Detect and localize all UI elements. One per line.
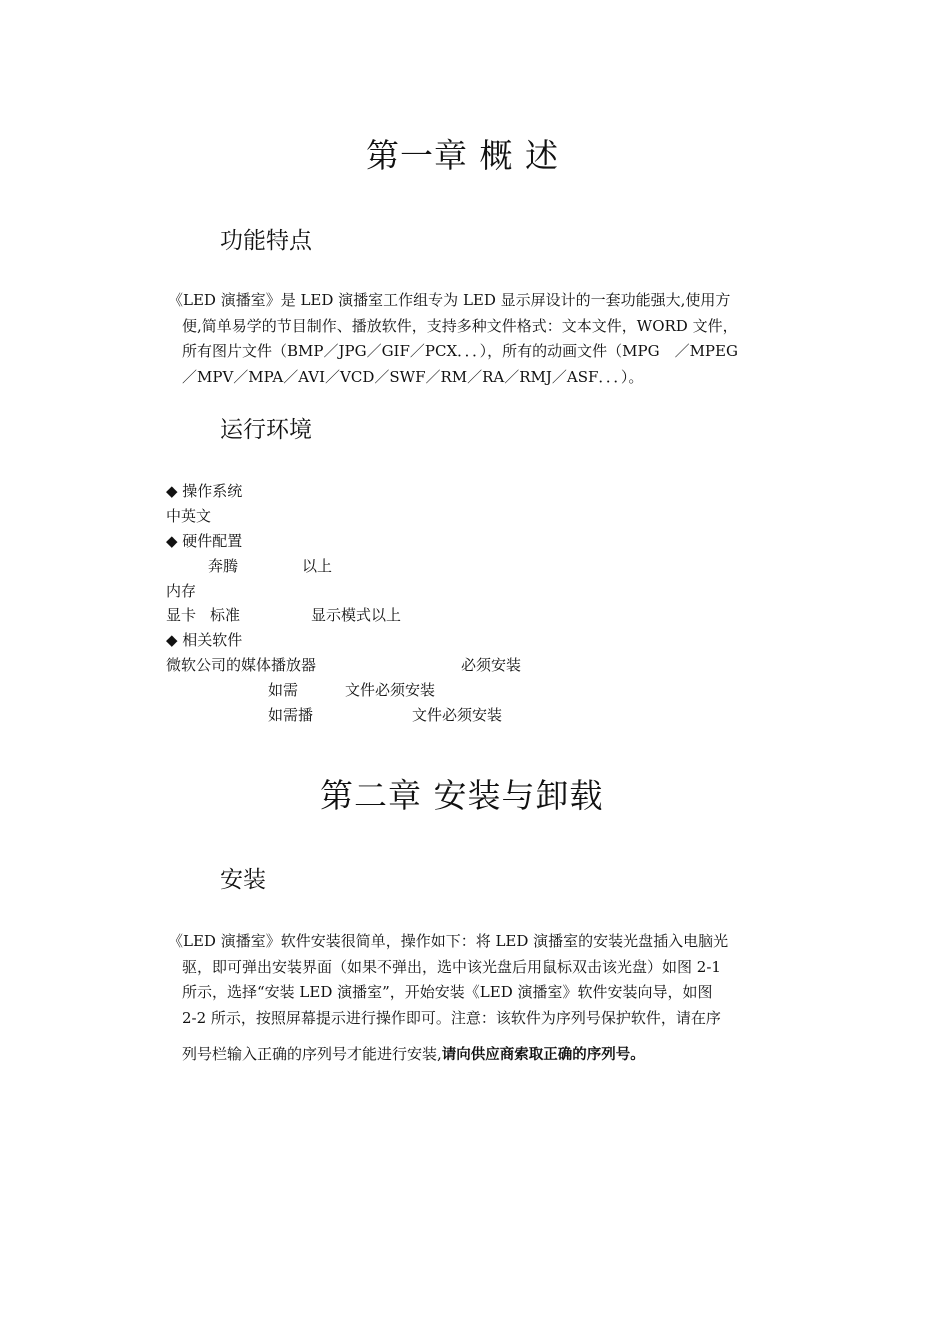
cpu-requirement: 以上 [302, 556, 333, 575]
section-features-heading: 功能特点 [220, 228, 312, 254]
chapter-2-title: 第二章 安装与卸载 [320, 776, 604, 815]
media-player-name: 微软公司的媒体播放器 [166, 656, 317, 675]
section-install-heading: 安装 [220, 867, 266, 893]
features-line: 便,简单易学的节目制作、播放软件，支持多种文件格式：文本文件，WORD 文件， [182, 316, 738, 335]
install-last-line [168, 1042, 778, 1069]
chapter-1-title: 第一章 概 述 [366, 136, 559, 175]
need2-condition: 如需播 [268, 706, 314, 725]
features-line: 《LED 演播室》是 LED 演播室工作组专为 LED 显示屏设计的一套功能强大,使用方 [168, 291, 731, 309]
install-paragraph [168, 929, 778, 1069]
install-line: 《LED 演播室》软件安装很简单，操作如下：将 LED 演播室的安装光盘插入电脑光 [168, 932, 729, 950]
need1-requirement: 文件必须安装 [345, 681, 436, 700]
display-label: 显卡 [166, 606, 197, 625]
install-last-line-regular: 列号栏输入正确的序列号才能进行安装, [182, 1045, 442, 1064]
install-last-line-bold: 请向供应商索取正确的序列号。 [441, 1047, 645, 1064]
memory-label: 内存 [166, 581, 197, 600]
os-value: 中英文 [166, 506, 212, 525]
features-paragraph [168, 288, 778, 390]
need2-requirement: 文件必须安装 [412, 706, 503, 725]
display-standard: 标准 [210, 606, 241, 625]
install-line: 所示，选择“安装 LED 演播室”，开始安装《LED 演播室》软件安装向导，如图 [182, 983, 713, 1002]
install-line: 驱，即可弹出安装界面（如果不弹出，选中该光盘后用鼠标双击该光盘）如图 2-1 [182, 957, 721, 976]
features-line: ／MPV／MPA／AVI／VCD／SWF／RM／RA／RMJ／ASF．．．）。 [182, 367, 644, 386]
install-line: 2-2 所示，按照屏幕提示进行操作即可。注意：该软件为序列号保护软件，请在序 [182, 1008, 721, 1027]
need1-condition: 如需 [268, 681, 299, 700]
os-bullet: ◆ 操作系统 [166, 482, 243, 500]
hardware-bullet: ◆ 硬件配置 [166, 531, 243, 550]
section-env-heading: 运行环境 [220, 417, 312, 443]
features-line: 所有图片文件（BMP／JPG／GIF／PCX．．．），所有的动画文件（MPG ／MPEG [182, 342, 738, 361]
display-mode: 显示模式以上 [311, 606, 402, 625]
software-bullet: ◆ 相关软件 [166, 631, 243, 650]
media-player-requirement: 必须安装 [461, 656, 522, 675]
cpu-name: 奔腾 [208, 556, 239, 575]
